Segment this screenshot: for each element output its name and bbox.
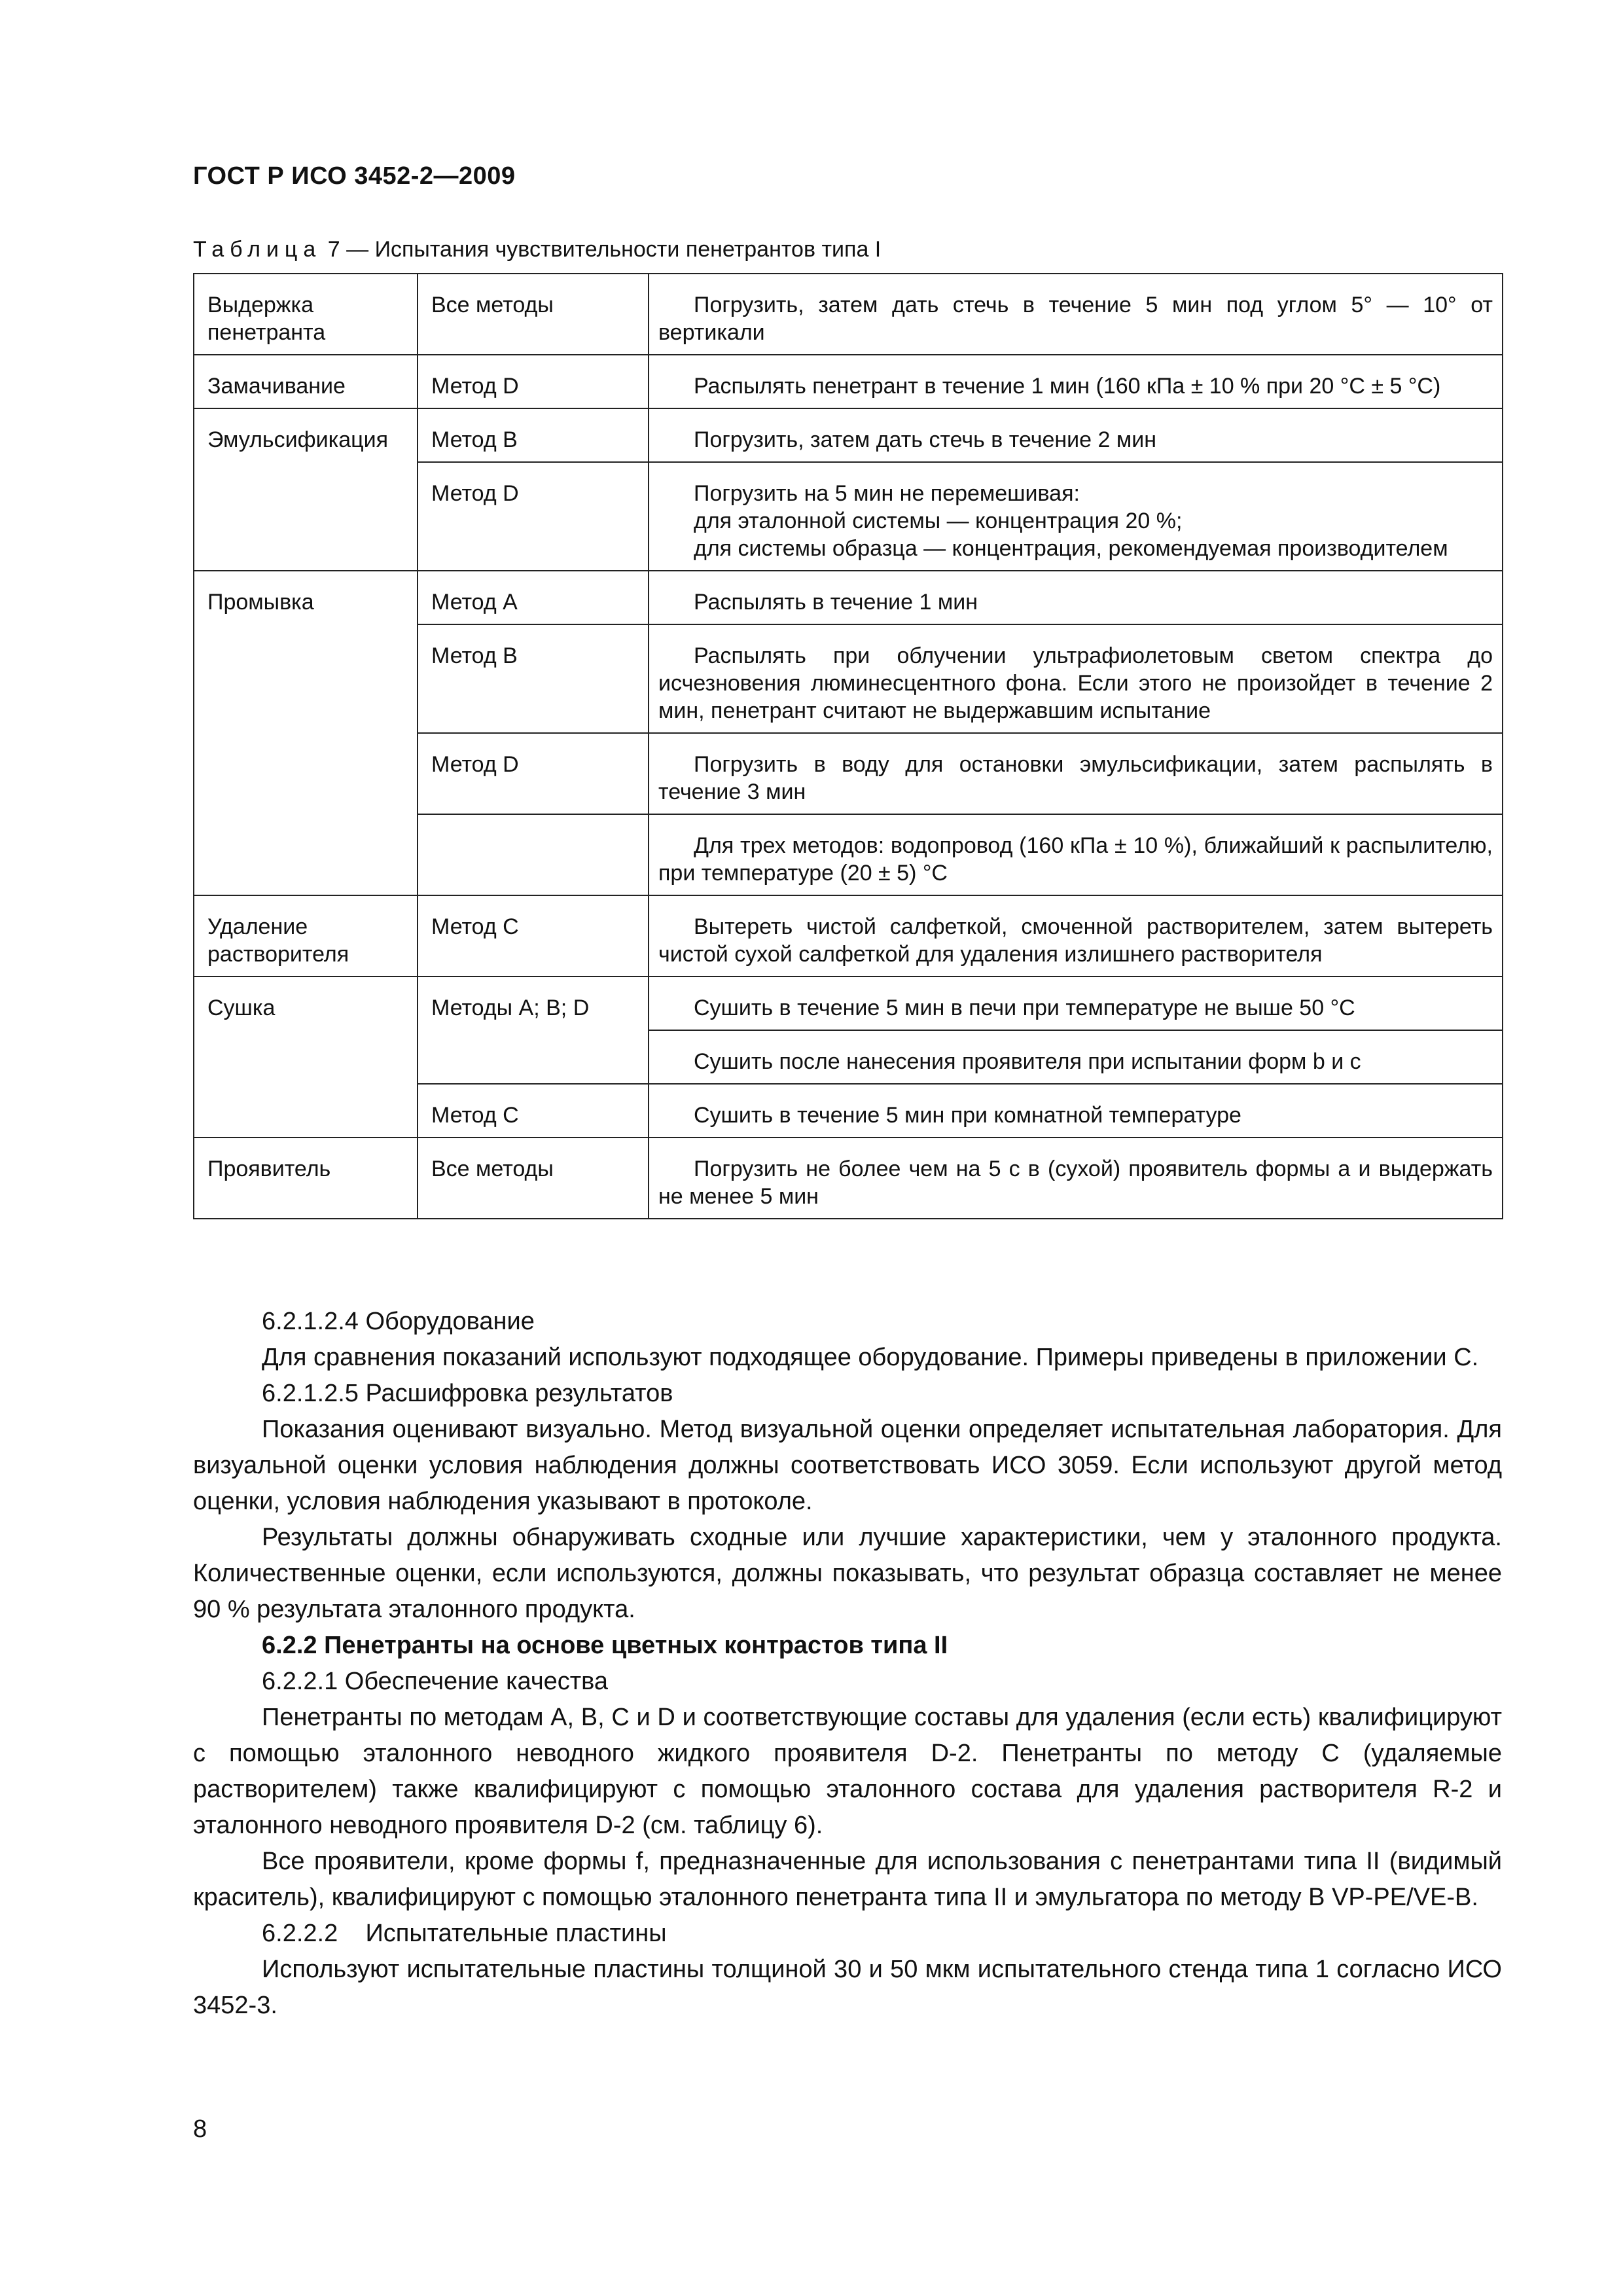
procedure-cell — [649, 274, 1503, 355]
document-header: ГОСТ Р ИСО 3452-2—2009 — [193, 162, 516, 190]
procedure-cell — [649, 1030, 1503, 1084]
stage-cell: Промывка — [194, 571, 418, 895]
procedure-line: Погрузить на 5 мин не перемешивая: — [694, 481, 1080, 506]
table-row — [194, 355, 1503, 408]
table-row — [194, 895, 1503, 977]
procedure-line: Погрузить, затем дать стечь в течение 2 мин — [694, 427, 1157, 452]
procedure-line: Сушить в течение 5 мин при комнатной температуре — [694, 1103, 1241, 1128]
sensitivity-test-table — [193, 273, 1503, 1219]
table-row — [194, 408, 1503, 462]
stage-cell: Сушка — [194, 977, 418, 1138]
stage-cell: Эмульсификация — [194, 408, 418, 571]
stage-cell: Проявитель — [194, 1138, 418, 1219]
procedure-cell — [649, 355, 1503, 408]
method-cell: Метод В — [418, 624, 649, 733]
procedure-cell — [649, 462, 1503, 571]
procedure-cell — [649, 1138, 1503, 1219]
body-paragraph: Для сравнения показаний используют подходящее оборудование. Примеры приведены в приложении С. — [262, 1344, 1479, 1371]
stage-cell: Выдержка пенетранта — [194, 274, 418, 355]
procedure-cell — [649, 408, 1503, 462]
stage-cell: Удаление растворителя — [194, 895, 418, 977]
method-cell: Метод D — [418, 462, 649, 571]
method-cell: Метод А — [418, 571, 649, 624]
procedure-cell — [649, 733, 1503, 814]
table-row — [194, 977, 1503, 1030]
procedure-line: Погрузить не более чем на 5 с в (сухой) проявитель формы а и выдержать не менее 5 мин — [658, 1157, 1493, 1209]
procedure-line: для системы образца — концентрация, рекомендуемая производителем — [694, 536, 1448, 561]
body-text — [193, 1304, 1502, 2024]
body-paragraph: Результаты должны обнаруживать сходные или лучшие характеристики, чем у эталонного продукта. Количественные оценки, если используются, должны показывать, что результат образца составляет не менее 90 % результата эталонного продукта. — [193, 1524, 1502, 1623]
table-caption-text: 7 — Испытания чувствительности пенетрантов типа I — [327, 237, 882, 262]
procedure-line: Для трех методов: водопровод (160 кПа ± 10 %), ближайший к распылителю, при температуре (20 ± 5) °С — [658, 833, 1493, 886]
body-paragraph: 6.2.1.2.4 Оборудование — [262, 1308, 535, 1335]
method-cell — [418, 814, 649, 895]
procedure-line: Сушить после нанесения проявителя при испытании форм b и с — [694, 1049, 1361, 1074]
procedure-line: Распылять пенетрант в течение 1 мин (160 кПа ± 10 % при 20 °С ± 5 °С) — [694, 374, 1441, 399]
method-cell: Методы А; В; D — [418, 977, 649, 1084]
procedure-line: Погрузить, затем дать стечь в течение 5 мин под углом 5° — 10° от вертикали — [658, 293, 1493, 345]
procedure-cell — [649, 895, 1503, 977]
procedure-line: Распылять при облучении ультрафиолетовым светом спектра до исчезновения люминесцентного фона. Если этого не произойдет в течение 2 мин, пенетрант считают не выдержавшим испытание — [658, 643, 1493, 723]
procedure-cell — [649, 624, 1503, 733]
procedure-cell — [649, 814, 1503, 895]
table-row — [194, 1138, 1503, 1219]
method-cell: Метод В — [418, 408, 649, 462]
procedure-cell — [649, 977, 1503, 1030]
table-row — [194, 274, 1503, 355]
procedure-line: Сушить в течение 5 мин в печи при температуре не выше 50 °С — [694, 996, 1355, 1020]
body-paragraph: 6.2.2 Пенетранты на основе цветных контрастов типа II — [262, 1632, 948, 1659]
body-paragraph: Пенетранты по методам А, В, С и D и соответствующие составы для удаления (если есть) квалифицируют с помощью эталонного неводного жидкого проявителя D-2. Пенетранты по методу С (удаляемые растворителем) также квалифицируют с помощью эталонного состава для удаления растворителя R-2 и эталонного неводного проявителя D-2 (см. таблицу 6). — [193, 1704, 1502, 1839]
method-cell: Метод С — [418, 895, 649, 977]
page-number: 8 — [193, 2115, 207, 2143]
body-paragraph: 6.2.2.2 Испытательные пластины — [262, 1920, 667, 1947]
procedure-cell — [649, 1084, 1503, 1138]
procedure-line: Вытереть чистой салфеткой, смоченной растворителем, затем вытереть чистой сухой салфеткой для удаления излишнего растворителя — [658, 914, 1493, 967]
method-cell: Метод С — [418, 1084, 649, 1138]
body-paragraph: Все проявители, кроме формы f, предназначенные для использования с пенетрантами типа II (видимый краситель), квалифицируют с помощью эталонного пенетранта типа II и эмульгатора по методу В VP-PE/VE-B. — [193, 1848, 1502, 1911]
body-paragraph: Используют испытательные пластины толщиной 30 и 50 мкм испытательного стенда типа 1 согласно ИСО 3452-3. — [193, 1956, 1502, 2019]
procedure-cell — [649, 571, 1503, 624]
method-cell: Метод D — [418, 733, 649, 814]
body-paragraph: 6.2.1.2.5 Расшифровка результатов — [262, 1380, 673, 1407]
procedure-line: Распылять в течение 1 мин — [694, 590, 978, 615]
method-cell: Метод D — [418, 355, 649, 408]
table-row — [194, 571, 1503, 624]
table-caption — [193, 237, 881, 262]
method-cell: Все методы — [418, 1138, 649, 1219]
stage-cell: Замачивание — [194, 355, 418, 408]
procedure-line: Погрузить в воду для остановки эмульсификации, затем распылять в течение 3 мин — [658, 752, 1493, 804]
body-paragraph: Показания оценивают визуально. Метод визуальной оценки определяет испытательная лаборатория. Для визуальной оценки условия наблюдения должны соответствовать ИСО 3059. Если используют другой метод оценки, условия наблюдения указывают в протоколе. — [193, 1416, 1502, 1515]
method-cell: Все методы — [418, 274, 649, 355]
body-paragraph: 6.2.2.1 Обеспечение качества — [262, 1668, 609, 1695]
procedure-line: для эталонной системы — концентрация 20 %; — [694, 509, 1183, 533]
table-caption-word: Таблица — [193, 237, 322, 262]
